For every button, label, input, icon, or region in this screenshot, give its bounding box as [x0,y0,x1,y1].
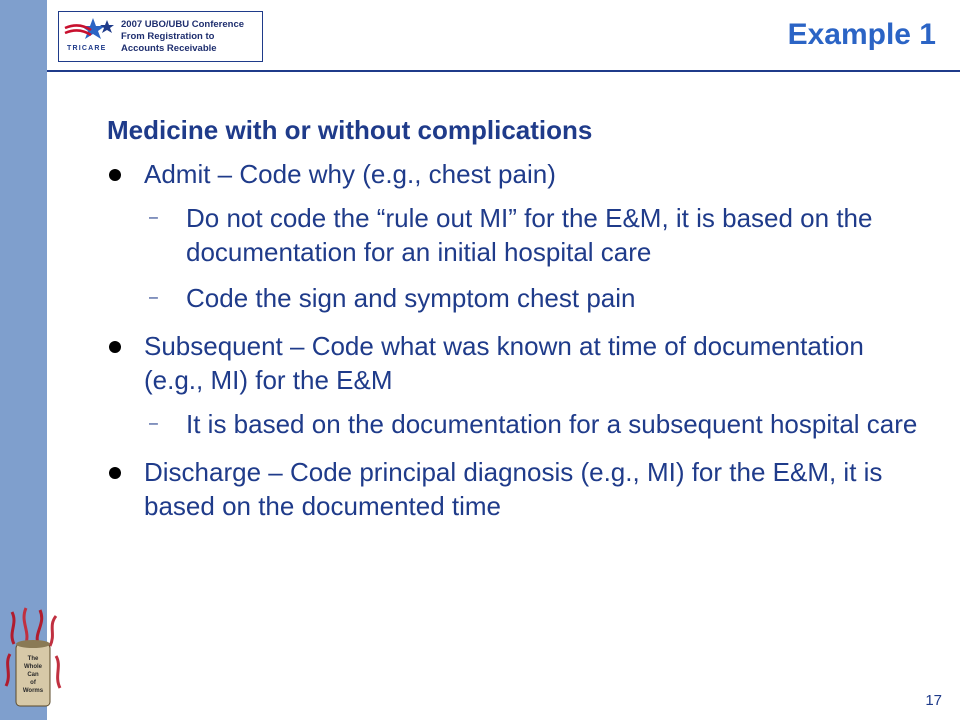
tricare-logo-icon [63,16,123,56]
sub-item-text: Code the sign and symptom chest pain [186,283,636,313]
sub-item [149,281,927,315]
header-divider [47,70,960,72]
slide-content [107,113,927,537]
slide-title: Example 1 [787,18,936,51]
sub-item-text: Do not code the “rule out MI” for the E&M, it is based on the documentation for an initial hospital care [186,203,873,267]
mascot-label-line-5: Worms [22,688,44,694]
sub-item [149,407,927,441]
bullet-text: Admit – Code why (e.g., chest pain) [144,159,556,189]
bullet-list [107,157,927,523]
bullet-dot-icon [109,467,121,479]
bullet-text: Subsequent – Code what was known at time of documentation (e.g., MI) for the E&M [144,331,864,395]
dash-marker-icon: – [149,209,158,226]
conference-logo-box [58,11,263,62]
conference-info [121,19,261,55]
bullet-text: Discharge – Code principal diagnosis (e.g., MI) for the E&M, it is based on the documented time [144,457,883,521]
sub-item [149,201,927,269]
page-number: 17 [925,692,942,709]
can-of-worms-mascot-icon [4,604,62,710]
bullet-item-discharge [107,455,927,523]
section-heading: Medicine with or without complications [107,115,593,145]
bullet-item-admit [107,157,927,315]
sub-item-text: It is based on the documentation for a subsequent hospital care [186,409,918,439]
mascot-label-line-2: Whole [24,664,42,670]
mascot-label-line-1: The [27,656,39,662]
sub-list [149,201,927,315]
conference-line-3: Accounts Receivable [121,43,217,54]
bullet-dot-icon [109,169,121,181]
bullet-dot-icon [109,341,121,353]
bullet-item-subsequent [107,329,927,441]
logo-wordmark: TRICARE [67,45,107,52]
mascot-label-line-3: Can [27,672,39,678]
dash-marker-icon: – [149,415,158,432]
conference-line-2: From Registration to [121,31,215,42]
sub-list [149,407,927,441]
conference-line-1: 2007 UBO/UBU Conference [121,19,245,30]
mascot-label-line-4: of [30,680,36,686]
dash-marker-icon: – [149,289,158,306]
